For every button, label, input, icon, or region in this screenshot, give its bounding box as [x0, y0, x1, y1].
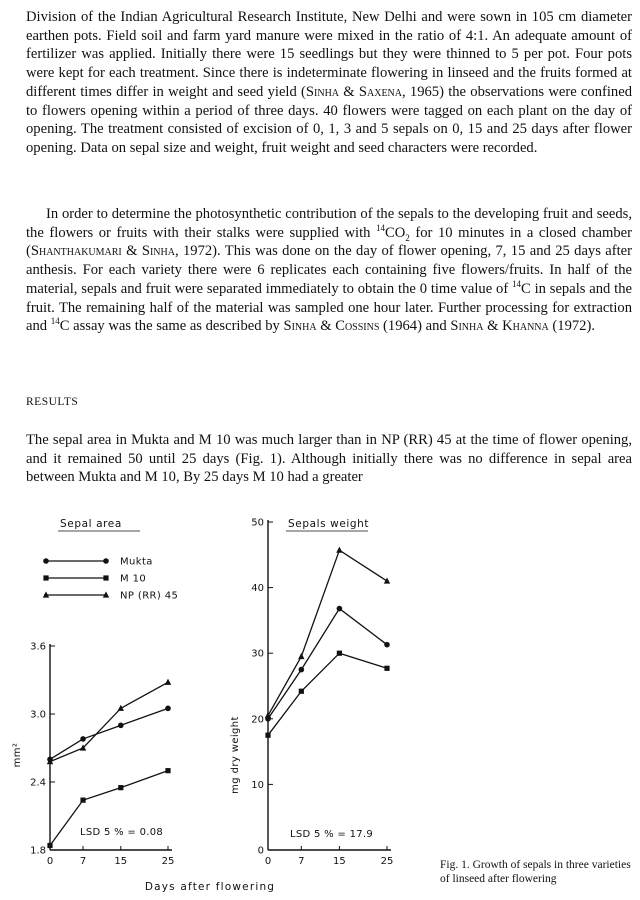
- section-heading-results: RESULTS: [26, 396, 79, 408]
- y-tick-label: 2.4: [30, 777, 46, 789]
- series-line: [268, 653, 387, 735]
- superscript: 14: [50, 316, 60, 327]
- series-line: [268, 609, 387, 719]
- y-tick-label: 1.8: [30, 845, 46, 857]
- x-tick-label: 15: [333, 856, 346, 867]
- y-tick-label: 0: [257, 845, 264, 857]
- y-tick-label: 50: [251, 517, 264, 529]
- subscript: 2: [405, 232, 410, 243]
- y-axis-label: mm²: [12, 742, 23, 768]
- x-tick-label: 25: [380, 856, 394, 867]
- legend-label: Mukta: [120, 556, 153, 568]
- data-point: [336, 547, 342, 553]
- y-axis-label: mg dry weight: [230, 716, 241, 794]
- series-line: [50, 708, 168, 759]
- y-tick-label: 30: [251, 648, 264, 660]
- legend-label: NP (RR) 45: [120, 590, 179, 602]
- chart-title: Sepal area: [60, 518, 122, 530]
- superscript: 14: [512, 278, 522, 289]
- data-point: [298, 653, 304, 659]
- x-axis-label: Days after flowering: [144, 881, 276, 893]
- data-point: [80, 798, 85, 803]
- y-tick-label: 20: [251, 714, 264, 726]
- legend-marker: [103, 558, 109, 564]
- data-point: [265, 733, 270, 738]
- citation-authors: Sinha & Saxena: [305, 83, 402, 100]
- data-point: [165, 706, 171, 712]
- legend-label: M 10: [120, 573, 147, 585]
- methods-paragraph-1: Division of the Indian Agricultural Research Institute, New Delhi and were sown in 105 cm diameter earthen pots. Field soil and farm yard manure were mixed in the ratio of 4:1. An adequate amount of fertilizer was applied. Initially there were 15 seedlings but they were thinned to 5 per pot. Four pots were kept for each treatment. Since there is indeterminate flowering in linseed and the fruits formed at different times differ in weight and seed yield (Sinha & Saxena, 1965) the observations were confined to flowers opening within a period of three days. 40 flowers were tagged on each plant on the day of opening. The treatment consisted of excision of 0, 1, 3 and 5 sepals on 0, 15 and 25 days after flower opening. Data on sepal size and weight, fruit weight and seed characters were recorded.: [26, 9, 632, 156]
- lsd-annotation: LSD 5 % = 0.08: [80, 827, 164, 838]
- data-point: [337, 606, 343, 612]
- data-point: [80, 736, 86, 742]
- data-point: [384, 666, 389, 671]
- citation-authors: Shanthakumari & Sinha: [30, 243, 175, 260]
- y-tick-label: 10: [251, 779, 264, 791]
- y-tick-label: 40: [251, 583, 264, 595]
- x-tick-label: 0: [46, 856, 54, 867]
- x-tick-label: 15: [114, 856, 128, 867]
- x-tick-label: 7: [79, 856, 87, 867]
- series-line: [50, 682, 168, 761]
- figure-1-sepal-growth: [0, 505, 640, 900]
- y-tick-label: 3.6: [30, 641, 46, 653]
- data-point: [118, 785, 123, 790]
- legend-marker: [43, 558, 49, 564]
- series-line: [268, 550, 387, 715]
- lsd-annotation: LSD 5 % = 17.9: [290, 829, 374, 840]
- data-point: [384, 642, 390, 648]
- data-point: [299, 689, 304, 694]
- data-point: [165, 679, 171, 685]
- data-point: [337, 651, 342, 656]
- legend-marker: [103, 575, 108, 580]
- methods-paragraph-2: In order to determine the photosynthetic contribution of the sepals to the developing fruit and seeds, the flowers or fruits with their stalks were supplied with $^{14}CO_2$ for 10 minutes in a closed chamber (Shanthakumari & Sinha, 1972). This was done on the day of flower opening, 7, 15 and 25 days after anthesis. For each variety there were 6 replicates each containing five flowers/fruits. In half of the material, sepals and fruit were separated immediately to obtain the 0 time value of $^{14}$C in sepals and the fruit. The remaining half of the material was sampled one hour later. Further processing for extraction and $^{14}$C assay was the same as described by Sinha & Cossins (1964) and Sinha & Khanna (1972).: [26, 206, 632, 335]
- results-paragraph-1: The sepal area in Mukta and M 10 was much larger than in NP (RR) 45 at the time of flower opening, and it remained 50 until 25 days (Fig. 1). Although initially there was no difference in sepal area between Mukta and M 10, By 25 days M 10 had a greater: [26, 432, 632, 486]
- data-point: [118, 723, 124, 729]
- x-tick-label: 25: [161, 856, 175, 867]
- data-point: [47, 843, 52, 848]
- x-tick-label: 7: [298, 856, 305, 867]
- data-point: [165, 768, 170, 773]
- chart-title: Sepals weight: [288, 518, 370, 530]
- superscript: 14: [376, 222, 385, 233]
- data-point: [384, 577, 390, 583]
- x-tick-label: 0: [264, 856, 272, 867]
- legend-marker: [43, 575, 48, 580]
- citation-authors: Sinha & Khanna: [450, 318, 549, 335]
- y-tick-label: 3.0: [30, 709, 46, 721]
- figure-caption: Fig. 1. Growth of sepals in three varieties of linseed after flowering: [440, 859, 631, 885]
- citation-authors: Sinha & Cossins: [283, 318, 380, 335]
- data-point: [299, 667, 305, 673]
